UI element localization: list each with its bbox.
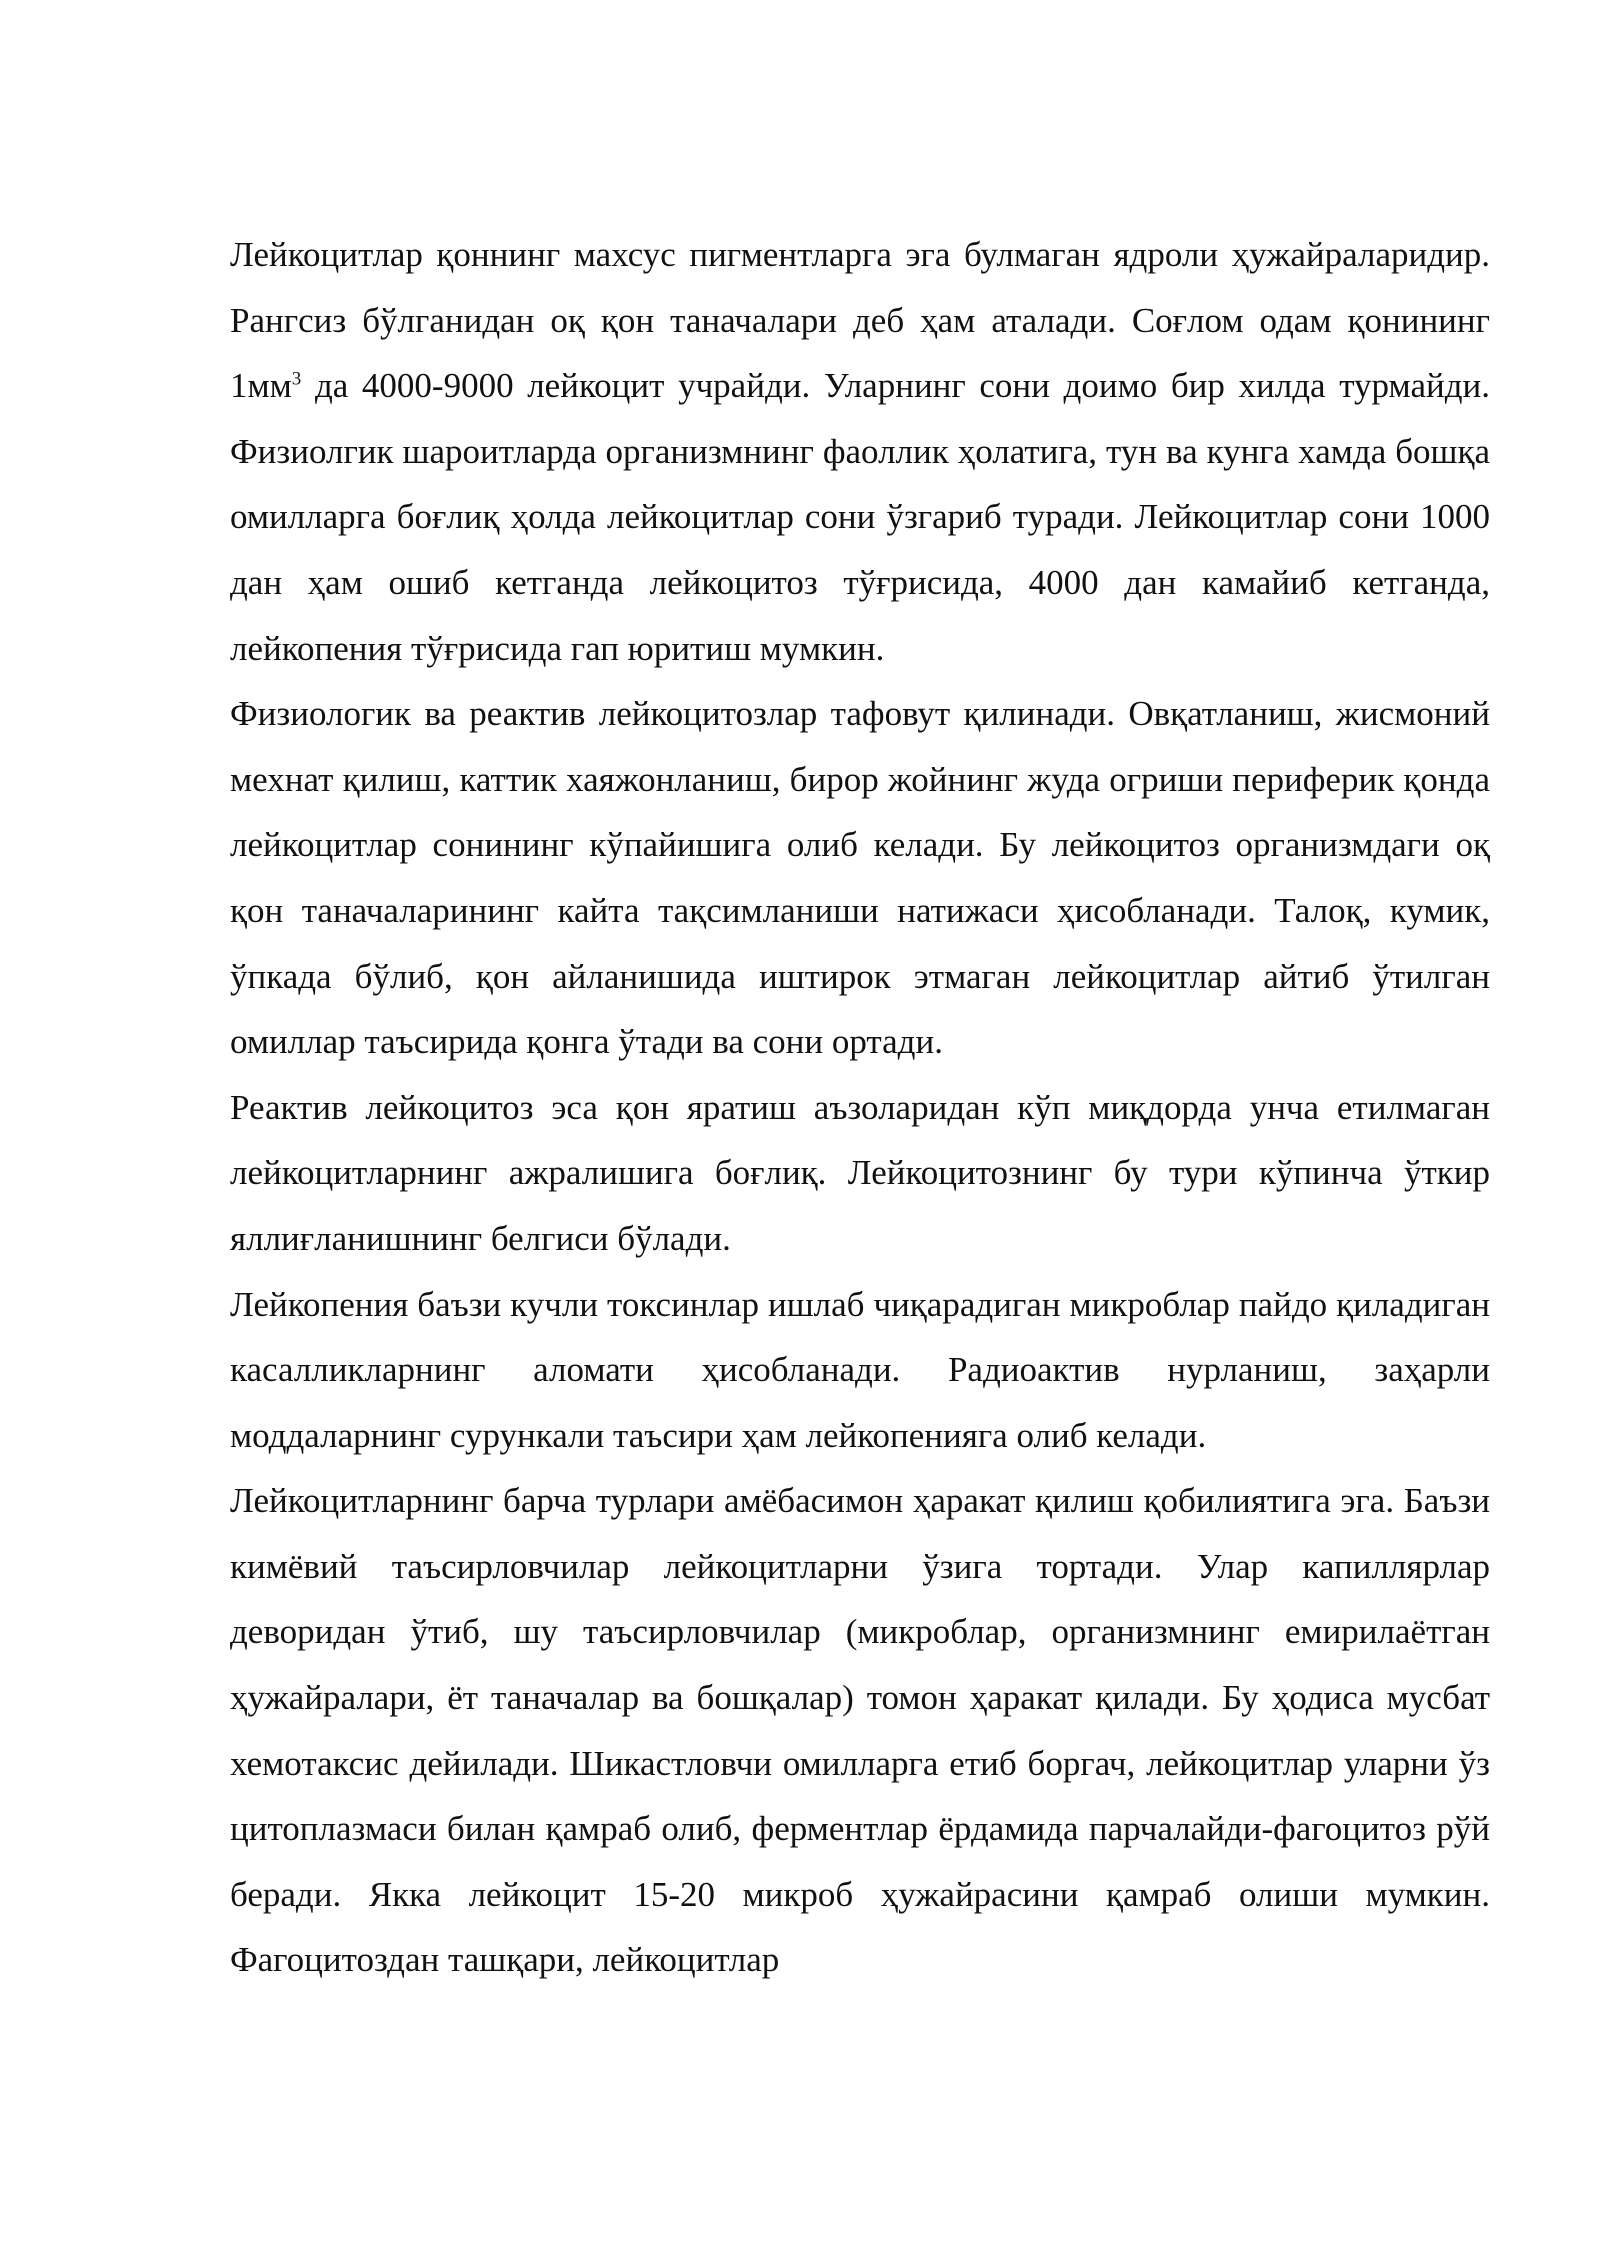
- paragraph-text: Реактив лейкоцитоз эса қон яратиш аъзоларидан кўп миқдорда унча етилмаган лейкоцитларнинг ажралишига боғлиқ. Лейкоцитознинг бу тури кўпинча ўткир яллиғланишнинг белгиси бўлади.: [230, 1087, 1490, 1258]
- document-body: [230, 222, 1490, 1993]
- paragraph-physiological-leukocytosis: [230, 681, 1490, 1075]
- paragraph-leukocytes-definition: [230, 222, 1490, 681]
- paragraph-reactive-leukocytosis: [230, 1075, 1490, 1272]
- paragraph-text: Лейкоцитларнинг барча турлари амёбасимон ҳаракат қилиш қобилиятига эга. Баъзи кимёвий таъсирловчилар лейкоцитларни ўзига тортади. Улар капиллярлар деворидан ўтиб, шу таъсирловчилар (микроблар, организмнинг емирилаётган ҳужайралари, ёт таначалар ва бошқалар) томон ҳаракат қилади. Бу ҳодиса мусбат хемотаксис дейилади. Шикастловчи омилларга етиб боргач, лейкоцитлар уларни ўз цитоплазмаси билан қамраб олиб, ферментлар ёрдамида парчалайди-фагоцитоз рўй беради. Якка лейкоцит 15-20 микроб ҳужайрасини қамраб олиши мумкин. Фагоцитоздан ташқари, лейкоцитлар: [230, 1481, 1490, 1980]
- paragraph-text: Лейкоцитлар қоннинг махсус пигментларга эга булмаган ядроли ҳужайраларидир. Рангсиз бўлганидан оқ қон таначалари деб ҳам аталади. Соғлом одам қонининг 1мм: [230, 235, 1490, 406]
- paragraph-text-continued: да 4000-9000 лейкоцит учрайди. Уларнинг сони доимо бир хилда турмайди. Физиолгик шароитларда организмнинг фаоллик ҳолатига, тун ва кунга хамда бошқа омилларга боғлиқ ҳолда лейкоцитлар сони ўзгариб туради. Лейкоцитлар сони 1000 дан ҳам ошиб кетганда лейкоцитоз тўғрисида, 4000 дан камайиб кетганда, лейкопения тўғрисида гап юритиш мумкин.: [230, 366, 1490, 668]
- paragraph-text: Физиологик ва реактив лейкоцитозлар тафовут қилинади. Овқатланиш, жисмоний мехнат қилиш, каттик хаяжонланиш, бирор жойнинг жуда огриши периферик қонда лейкоцитлар сонининг кўпайишига олиб келади. Бу лейкоцитоз организмдаги оқ қон таначаларининг кайта тақсимланиши натижаси ҳисобланади. Талоқ, кумик, ўпкада бўлиб, қон айланишида иштирок этмаган лейкоцитлар айтиб ўтилган омиллар таъсирида қонга ўтади ва сони ортади.: [230, 694, 1490, 1062]
- paragraph-phagocytosis: [230, 1468, 1490, 1993]
- paragraph-text: Лейкопения баъзи кучли токсинлар ишлаб чиқарадиган микроблар пайдо қиладиган касалликларнинг аломати ҳисобланади. Радиоактив нурланиш, заҳарли моддаларнинг сурункали таъсири ҳам лейкопенияга олиб келади.: [230, 1284, 1490, 1455]
- superscript-cubic: 3: [291, 368, 302, 390]
- paragraph-leukopenia: [230, 1272, 1490, 1469]
